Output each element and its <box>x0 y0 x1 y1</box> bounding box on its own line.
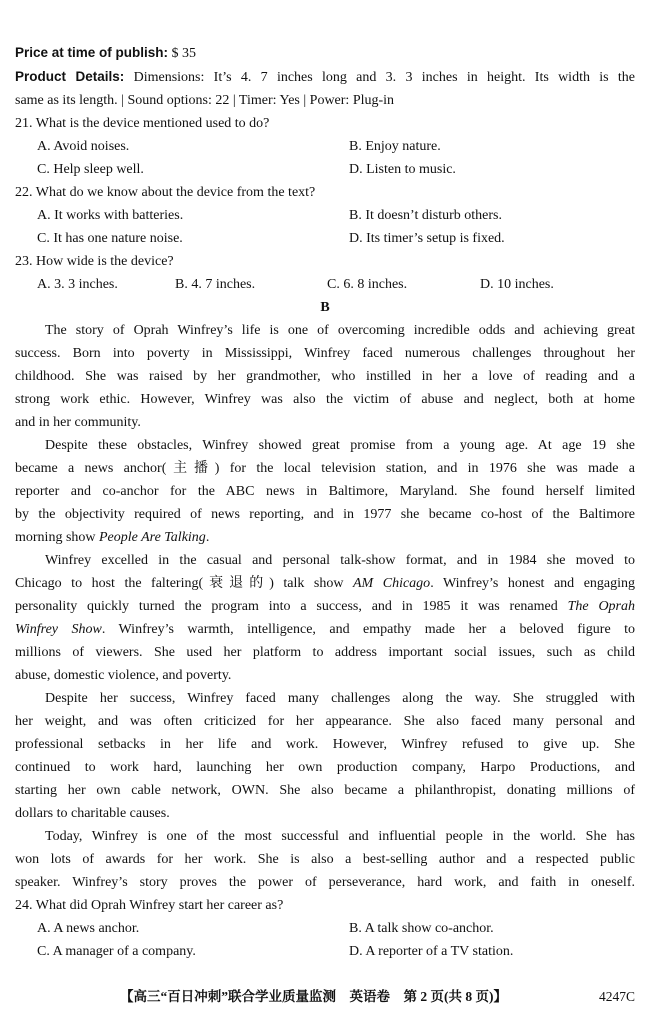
text-span: . Winfrey’s warmth, intelligence, and empathy made her a beloved figure to <box>101 622 635 637</box>
show-title-oprah-part-1: The Oprah <box>567 599 636 614</box>
text-span: . Winfrey’s honest and engaging <box>430 576 636 591</box>
paragraph-2-line: reporter and co-anchor for the ABC news in Baltimore, Maryland. She found herself limited <box>15 484 635 499</box>
paragraph-5-line: Today, Winfrey is one of the most successful and influential people in the world. She has <box>45 829 635 844</box>
paragraph-3-line <box>15 595 635 618</box>
paragraph-2-line <box>15 526 635 549</box>
option-22-c[interactable]: C. It has one nature noise. <box>37 231 183 246</box>
option-21-a[interactable]: A. Avoid noises. <box>37 139 130 154</box>
paragraph-1-line: strong work ethic. However, Winfrey was also the victim of abuse and neglect, both at home <box>15 392 635 407</box>
paragraph-4-line: her weight, and was often criticized for her appearance. She also faced many personal and <box>15 714 635 729</box>
paragraph-4-line: professional setbacks in her life and work. However, Winfrey refused to give up. She <box>15 737 635 752</box>
option-23-d[interactable]: D. 10 inches. <box>480 277 554 292</box>
paragraph-3-line: abuse, domestic violence, and poverty. <box>15 668 232 683</box>
paragraph-3-line: Winfrey excelled in the casual and personal talk-show format, and in 1984 she moved to <box>45 553 635 568</box>
paragraph-1 <box>15 319 635 434</box>
paragraph-2-line: Despite these obstacles, Winfrey showed great promise from a young age. At age 19 she <box>45 438 635 453</box>
text-span: morning show <box>15 530 99 545</box>
option-24-b[interactable]: B. A talk show co-anchor. <box>349 921 494 936</box>
question-21-stem: 21. What is the device mentioned used to do? <box>15 116 270 131</box>
question-24-stem: 24. What did Oprah Winfrey start her career as? <box>15 898 284 913</box>
show-title-oprah-part-2: Winfrey Show <box>15 622 102 637</box>
question-22-options-row-2 <box>15 227 635 250</box>
option-23-c[interactable]: C. 6. 8 inches. <box>327 277 408 292</box>
product-details-text-1: Dimensions: It’s 4. 7 inches long and 3. 3 inches in height. Its width is the <box>133 70 635 85</box>
text-span: Chicago to host the faltering(衰退的) talk show <box>15 576 353 591</box>
paragraph-5 <box>15 825 635 894</box>
paragraph-2-line: by the objectivity required of news reporting, and in 1977 she became co-host of the Baltimore <box>15 507 635 522</box>
option-21-b[interactable]: B. Enjoy nature. <box>349 139 441 154</box>
option-22-b[interactable]: B. It doesn’t disturb others. <box>349 208 502 223</box>
price-line <box>15 41 635 65</box>
question-23-stem: 23. How wide is the device? <box>15 254 174 269</box>
paragraph-1-line: childhood. She was raised by her grandmother, who instilled in her a love of reading and a <box>15 369 635 384</box>
footer-title: 【高三“百日冲刺”联合学业质量监测 英语卷 第 2 页(共 8 页)】 <box>120 989 507 1004</box>
footer-code: 4247C <box>598 989 635 1004</box>
question-24-options-row-1 <box>15 917 635 940</box>
paragraph-3 <box>15 549 635 687</box>
product-details-label: Product Details: <box>15 69 125 84</box>
paragraph-4-line: starting her own cable network, OWN. She also became a philanthropist, donating millions of <box>15 783 635 798</box>
text-span: personality quickly turned the program into a success, and in 1985 it was renamed <box>15 599 568 614</box>
question-24-options-row-2 <box>15 940 635 963</box>
paragraph-4-line: dollars to charitable causes. <box>15 806 170 821</box>
option-21-d[interactable]: D. Listen to music. <box>349 162 456 177</box>
paragraph-5-line: won lots of awards for her work. She is also a best-selling author and a respected public <box>15 852 635 867</box>
paragraph-4-line: continued to work hard, launching her own production company, Harpo Productions, and <box>15 760 635 775</box>
section-b-heading: B <box>320 300 330 315</box>
paragraph-4 <box>15 687 635 825</box>
question-23-options <box>15 273 635 296</box>
price-value: $ 35 <box>171 46 197 61</box>
product-details-line-1 <box>15 65 635 89</box>
paragraph-5-line: speaker. Winfrey’s story proves the power of perseverance, hard work, and faith in oneself. <box>15 875 635 890</box>
question-21-options-row-2 <box>15 158 635 181</box>
paragraph-3-line <box>15 618 635 641</box>
paragraph-3-line: millions of viewers. She used her platform to address important social issues, such as child <box>15 645 635 660</box>
question-21-options-row-1 <box>15 135 635 158</box>
paragraph-1-line: and in her community. <box>15 415 141 430</box>
text-span: . <box>205 530 210 545</box>
option-21-c[interactable]: C. Help sleep well. <box>37 162 144 177</box>
option-22-d[interactable]: D. Its timer’s setup is fixed. <box>349 231 505 246</box>
option-24-c[interactable]: C. A manager of a company. <box>37 944 196 959</box>
paragraph-1-line: success. Born into poverty in Mississippi, Winfrey faced numerous challenges throughout her <box>15 346 635 361</box>
paragraph-3-line <box>15 572 635 595</box>
show-title-am-chicago: AM Chicago <box>353 576 431 591</box>
option-24-a[interactable]: A. A news anchor. <box>37 921 140 936</box>
question-22-options-row-1 <box>15 204 635 227</box>
option-23-a[interactable]: A. 3. 3 inches. <box>37 277 118 292</box>
paragraph-1-line: The story of Oprah Winfrey’s life is one of overcoming incredible odds and achieving great <box>45 323 635 338</box>
paragraph-2 <box>15 434 635 549</box>
paragraph-4-line: Despite her success, Winfrey faced many challenges along the way. She struggled with <box>45 691 635 706</box>
option-24-d[interactable]: D. A reporter of a TV station. <box>349 944 514 959</box>
exam-page <box>15 41 635 963</box>
show-title-people-are-talking: People Are Talking <box>99 530 206 545</box>
option-23-b[interactable]: B. 4. 7 inches. <box>175 277 256 292</box>
price-label: Price at time of publish: <box>15 45 169 60</box>
page-footer <box>15 985 635 1008</box>
paragraph-2-line: became a news anchor(主播) for the local television station, and in 1976 she was made a <box>15 461 635 476</box>
option-22-a[interactable]: A. It works with batteries. <box>37 208 184 223</box>
question-22-stem: 22. What do we know about the device from the text? <box>15 185 316 200</box>
product-details-line-2: same as its length. | Sound options: 22 | Timer: Yes | Power: Plug-in <box>15 93 395 108</box>
